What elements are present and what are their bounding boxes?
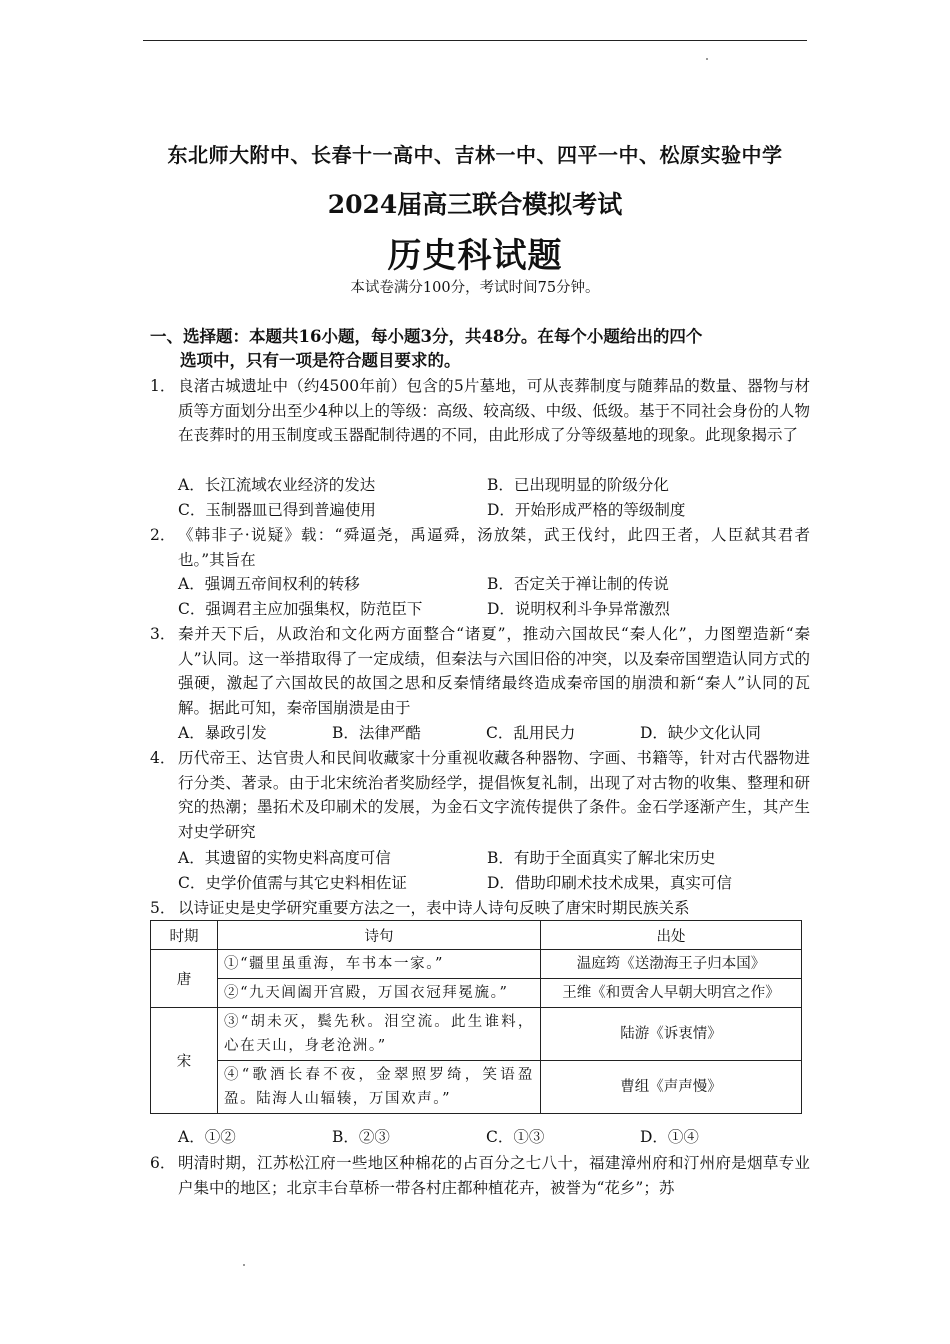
section-line-1: 一、选择题：本题共16小题，每小题3分，共48分。在每个小题给出的四个 <box>150 327 703 346</box>
question-number: 2． <box>150 526 176 544</box>
table-row <box>151 1061 802 1114</box>
era-cell: 唐 <box>151 950 218 1008</box>
source-cell: 陆游《诉衷情》 <box>541 1008 802 1061</box>
question-stem: 历代帝王、达官贵人和民间收藏家十分重视收藏各种器物、字画、书籍等，针对古代器物进行分类、著录。由于北宋统治者奖励经学，提倡恢复礼制，出现了对古物的收集、整理和研究的热潮；墨拓术及印刷术的发展，为金石文字流传提供了条件。金石学逐渐产生，其产生对史学研究 <box>178 749 810 841</box>
option-a: A．暴政引发 <box>178 724 267 742</box>
question-number: 3． <box>150 625 176 643</box>
table-row <box>151 979 802 1008</box>
option-a: A．①② <box>178 1128 236 1146</box>
option-b: B．②③ <box>332 1128 390 1146</box>
table-header-row <box>151 921 802 950</box>
option-c: C．①③ <box>486 1128 545 1146</box>
poem-cell: ①“疆里虽重海，车书本一家。” <box>218 950 541 979</box>
option-a: A．强调五帝间权利的转移 <box>178 575 360 593</box>
question-stem: 《韩非子·说疑》载：“舜逼尧，禹逼舜，汤放桀，武王伐纣，此四王者，人臣弑其君者也。”其旨在 <box>178 526 810 569</box>
question-3-options <box>178 721 808 746</box>
table-header-cell: 诗句 <box>218 921 541 950</box>
question-number: 6． <box>150 1154 176 1172</box>
question-5-options <box>178 1125 808 1150</box>
option-c: C．史学价值需与其它史料相佐证 <box>178 873 407 892</box>
subject-title: 历史科试题 <box>387 236 563 276</box>
scan-speck <box>706 58 708 60</box>
question-1 <box>150 374 810 448</box>
option-b: B．有助于全面真实了解北宋历史 <box>487 849 716 867</box>
option-a: A．长江流域农业经济的发达 <box>178 476 376 494</box>
section-heading <box>150 325 820 373</box>
question-1-options <box>178 473 808 522</box>
option-c: C．强调君主应加强集权，防范臣下 <box>178 599 423 618</box>
source-cell: 温庭筠《送渤海王子归本国》 <box>541 950 802 979</box>
header-rule <box>143 40 807 41</box>
question-number: 5． <box>150 899 176 917</box>
question-stem: 以诗证史是史学研究重要方法之一，表中诗人诗句反映了唐宋时期民族关系 <box>178 899 690 917</box>
question-2-options <box>178 572 808 621</box>
option-a: A．其遗留的实物史料高度可信 <box>178 849 391 867</box>
table-row <box>151 1008 802 1061</box>
poem-cell: ③“胡未灭，鬓先秋。泪空流。此生谁料，心在天山，身老沧洲。” <box>218 1008 541 1061</box>
table-header-cell: 时期 <box>151 921 218 950</box>
question-3 <box>150 622 810 720</box>
exam-note: 本试卷满分100分，考试时间75分钟。 <box>350 280 600 296</box>
question-stem: 良渚古城遗址中（约4500年前）包含的5片墓地，可从丧葬制度与随葬品的数量、器物与材质等方面划分出至少4种以上的等级：高级、较高级、中级、低级。基于不同社会身份的人物在丧葬时的用玉制度或玉器配制待遇的不同，由此形成了分等级墓地的现象。此现象揭示了 <box>178 377 810 445</box>
poem-table <box>150 920 802 1114</box>
question-number: 1． <box>150 377 176 395</box>
option-c: C．乱用民力 <box>486 724 576 742</box>
question-2 <box>150 523 810 572</box>
scan-speck <box>243 1264 245 1266</box>
option-b: B．已出现明显的阶级分化 <box>487 476 669 494</box>
poem-cell: ④“歌酒长春不夜，金翠照罗绮，笑语盈盈。陆海人山辐辏，万国欢声。” <box>218 1061 541 1114</box>
option-d: D．说明权利斗争异常激烈 <box>487 599 670 618</box>
question-4 <box>150 746 810 844</box>
source-cell: 王维《和贾舍人早朝大明宫之作》 <box>541 979 802 1008</box>
poem-cell: ②“九天阊阖开宫殿，万国衣冠拜冕旒。” <box>218 979 541 1008</box>
question-6 <box>150 1151 810 1200</box>
question-stem: 明清时期，江苏松江府一些地区种棉花的占百分之七八十，福建漳州府和汀州府是烟草专业户集中的地区；北京丰台草桥一带各村庄都种植花卉，被誉为“花乡”；苏 <box>178 1154 810 1197</box>
question-stem: 秦并天下后，从政治和文化两方面整合“诸夏”，推动六国故民“秦人化”，力图塑造新“秦人”认同。这一举措取得了一定成绩，但秦法与六国旧俗的冲突，以及秦帝国塑造认同方式的强硬，激起了六国故民的故国之思和反秦情绪最终造成秦帝国的崩溃和新“秦人”认同的瓦解。据此可知，秦帝国崩溃是由于 <box>178 625 810 717</box>
option-d: D．借助印刷术技术成果，真实可信 <box>487 873 732 892</box>
option-d: D．开始形成严格的等级制度 <box>487 500 686 519</box>
option-b: B．否定关于禅让制的传说 <box>487 575 669 593</box>
option-d: D．缺少文化认同 <box>640 724 761 742</box>
question-5 <box>150 896 810 921</box>
section-line-2: 选项中，只有一项是符合题目要求的。 <box>180 351 461 370</box>
exam-title: 2024届高三联合模拟考试 <box>327 190 623 219</box>
era-cell: 宋 <box>151 1008 218 1114</box>
table-row <box>151 950 802 979</box>
question-4-options <box>178 846 808 895</box>
table-header-cell: 出处 <box>541 921 802 950</box>
option-b: B．法律严酷 <box>332 724 421 742</box>
question-number: 4． <box>150 749 176 767</box>
schools-title: 东北师大附中、长春十一高中、吉林一中、四平一中、松原实验中学 <box>167 143 783 167</box>
source-cell: 曹组《声声慢》 <box>541 1061 802 1114</box>
option-d: D．①④ <box>640 1128 699 1146</box>
option-c: C．玉制器皿已得到普遍使用 <box>178 500 376 519</box>
